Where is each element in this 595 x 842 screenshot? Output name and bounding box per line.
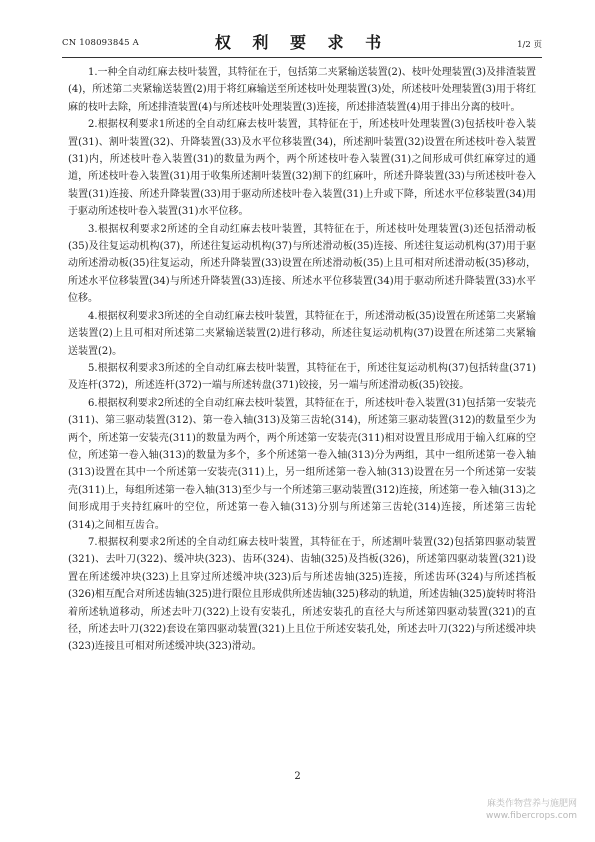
document-title: 权 利 要 求 书 xyxy=(214,33,390,52)
watermark-line-1: 麻类作物营养与施肥网 xyxy=(486,799,577,809)
claim-4: 4.根据权利要求3所述的全自动红麻去枝叶装置，其特征在于，所述滑动板(35)设置在所述第二夹紧输送装置(2)上且可相对所述第二夹紧输送装置(2)进行移动，所述往复运动机构(37)设置在所述第二夹紧输送装置(2)。 xyxy=(68,310,536,357)
page-header xyxy=(62,28,542,54)
claim-7: 7.根据权利要求2所述的全自动红麻去枝叶装置，其特征在于，所述割叶装置(32)包括第四驱动装置(321)、去叶刀(322)、缓冲块(323)、齿环(324)、齿轴(325)及挡板(326)，所述第四驱动装置(321)设置在所述缓冲块(323)上且穿过所述缓冲块(323)后与所述齿轴(325)连接，所述齿环(324)与所述挡板(326)相互配合对所述齿轴(325)进行限位且形成供所述齿轴(325)移动的轨道，所述齿轴(325)旋转时将沿着所述轨道移动，所述去叶刀(322)上设有安装孔，所述安装孔的直径大与所述第四驱动装置(321)的直径，所述去叶刀(322)套设在第四驱动装置(321)上且位于所述安装孔处，所述去叶刀(322)与所述缓冲块(323)连接且可相对所述缓冲块(323)滑动。 xyxy=(68,536,536,653)
watermark-line-2: www.fibercrops.com xyxy=(486,811,577,821)
claim-6: 6.根据权利要求2所述的全自动红麻去枝叶装置，其特征在于，所述枝叶卷入装置(31)包括第一安装壳(311)、第三驱动装置(312)、第一卷入轴(313)及第三齿轮(314)，所述第三驱动装置(312)的数量至少为两个，所述第一安装壳(311)的数量为两个，两个所述第一安装壳(311)相对设置且形成用于输入红麻的空位，所述第一卷入轴(313)的数量为多个，多个所述第一卷入轴(313)分为两组，其中一组所述第一卷入轴(313)设置在其中一个所述第一安装壳(311)上，另一组所述第一卷入轴(313)设置在另一个所述第一安装壳(311)上，每组所述第一卷入轴(313)至少与一个所述第三驱动装置(312)连接，所述第一卷入轴(313)之间形成用于夹持红麻叶的空位，所述第一卷入轴(313)分别与所述第三齿轮(314)连接，所述第三齿轮(314)之间相互齿合。 xyxy=(68,397,536,531)
page-number: 2 xyxy=(294,771,301,782)
claims-body xyxy=(68,64,536,656)
page-info: 1/2 页 xyxy=(517,40,542,50)
watermark xyxy=(486,798,577,822)
claim-5: 5.根据权利要求3所述的全自动红麻去枝叶装置，其特征在于，所述往复运动机构(37)包括转盘(371)及连杆(372)，所述连杆(372)一端与所述转盘(371)铰接，另一端与所述滑动板(35)铰接。 xyxy=(68,362,536,392)
claim-1: 1.一种全自动红麻去枝叶装置，其特征在于，包括第二夹紧输送装置(2)、枝叶处理装置(3)及排渣装置(4)，所述第二夹紧输送装置(2)用于将红麻输送至所述枝叶处理装置(3)处，所述枝叶处理装置(3)用于将红麻的枝叶去除，所述排渣装置(4)与所述枝叶处理装置(3)连接，所述排渣装置(4)用于排出分离的枝叶。 xyxy=(68,67,536,113)
header-divider xyxy=(62,57,542,58)
claim-2: 2.根据权利要求1所述的全自动红麻去枝叶装置，其特征在于，所述枝叶处理装置(3)包括枝叶卷入装置(31)、割叶装置(32)、升降装置(33)及水平位移装置(34)，所述割叶装置(32)设置在所述枝叶卷入装置(31)内，所述枝叶卷入装置(31)的数量为两个，两个所述枝叶卷入装置(31)之间形成可供红麻穿过的通道，所述枝叶卷入装置(31)用于收集所述割叶装置(32)割下的红麻叶，所述升降装置(33)与所述枝叶卷入装置(31)连接、所述升降装置(33)用于驱动所述枝叶卷入装置(31)上升或下降，所述水平位移装置(34)用于驱动所述枝叶卷入装置(31)水平位移。 xyxy=(68,119,536,218)
claim-3: 3.根据权利要求2所述的全自动红麻去枝叶装置，其特征在于，所述枝叶处理装置(3)还包括滑动板(35)及往复运动机构(37)，所述往复运动机构(37)与所述滑动板(35)连接、所述往复运动机构(37)用于驱动所述滑动板(35)往复运动，所述升降装置(33)设置在所述滑动板(35)上且可相对所述滑动板(35)移动，所述水平位移装置(34)与所述升降装置(33)连接、所述水平位移装置(34)用于驱动所述升降装置(33)水平位移。 xyxy=(68,223,536,305)
publication-number: CN 108093845 A xyxy=(62,38,139,48)
